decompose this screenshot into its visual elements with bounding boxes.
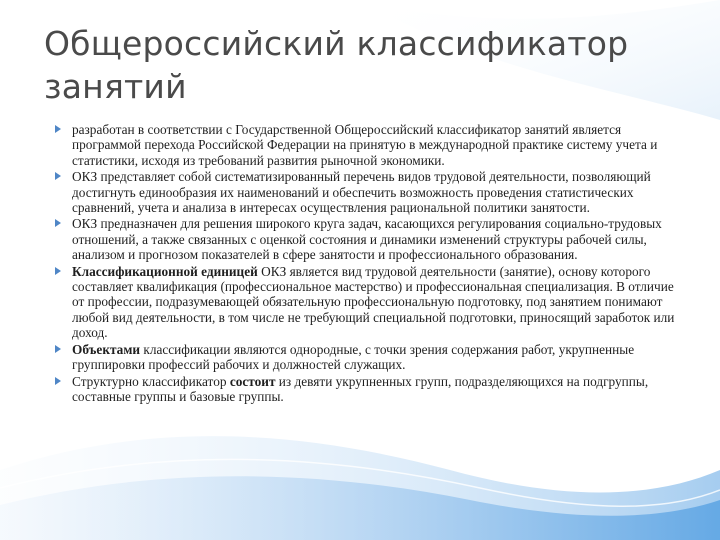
bullet-text: ОКЗ предназначен для решения широкого круга задач, касающихся регулирования социально-трудовых отношений, а также связанных с оценкой состояния и динамики изменений структуры рабочей силы, анализом и прогнозом показателей в сфере занятости и профессионального образования.	[72, 216, 662, 263]
bullet-text: из девяти укрупненных групп, подразделяющихся на подгруппы, составные группы и базовые группы.	[72, 373, 649, 404]
triangle-bullet-icon	[55, 345, 61, 353]
bullet-list	[50, 122, 686, 405]
triangle-bullet-icon	[55, 377, 61, 385]
bullet-text: классификации являются однородные, с точки зрения содержания работ, укрупненные группировки профессий рабочих и должностей служащих.	[72, 341, 635, 373]
triangle-bullet-icon	[55, 267, 61, 275]
bullet-item	[50, 342, 686, 373]
bullet-item	[50, 216, 686, 262]
triangle-bullet-icon	[55, 125, 61, 133]
bullet-text: ОКЗ является вид трудовой деятельности (занятие), основу которого составляет квалификация (профессиональное мастерство) и профессиональная специализация. В отличие от профессии, подразумевающей обязательную профессиональную подготовку, под занятием понимают любой вид деятельности, в том числе не требующий специальной подготовки, приносящий заработок или доход.	[72, 263, 675, 341]
triangle-bullet-icon	[55, 219, 61, 227]
bullet-text: разработан в соответствии с Государственной Общероссийский классификатор занятий является программой перехода Российской Федерации на принятую в международной практике систему учета и статистики, исходя из требований развития рыночной экономики.	[72, 122, 658, 168]
bullet-bold-term: Объектами	[72, 341, 141, 357]
bullet-item	[50, 169, 686, 215]
slide-title: Общероссийский классификатор занятий	[44, 24, 629, 106]
bullet-item	[50, 374, 686, 405]
triangle-bullet-icon	[55, 172, 61, 180]
bullet-item	[50, 264, 686, 341]
bullet-text: ОКЗ представляет собой систематизированный перечень видов трудовой деятельности, позволяющий достигнуть единообразия их наименований и обеспечить возможность проведения статистических сравнений, учета и анализа в интересах осуществления рациональной политики занятости.	[72, 169, 651, 216]
bullet-text-prefix: Структурно классификатор	[72, 373, 230, 389]
bullet-item	[50, 122, 686, 168]
bullet-bold-term: Классификационной единицей	[72, 263, 258, 279]
bullet-bold-term: состоит	[229, 373, 276, 389]
